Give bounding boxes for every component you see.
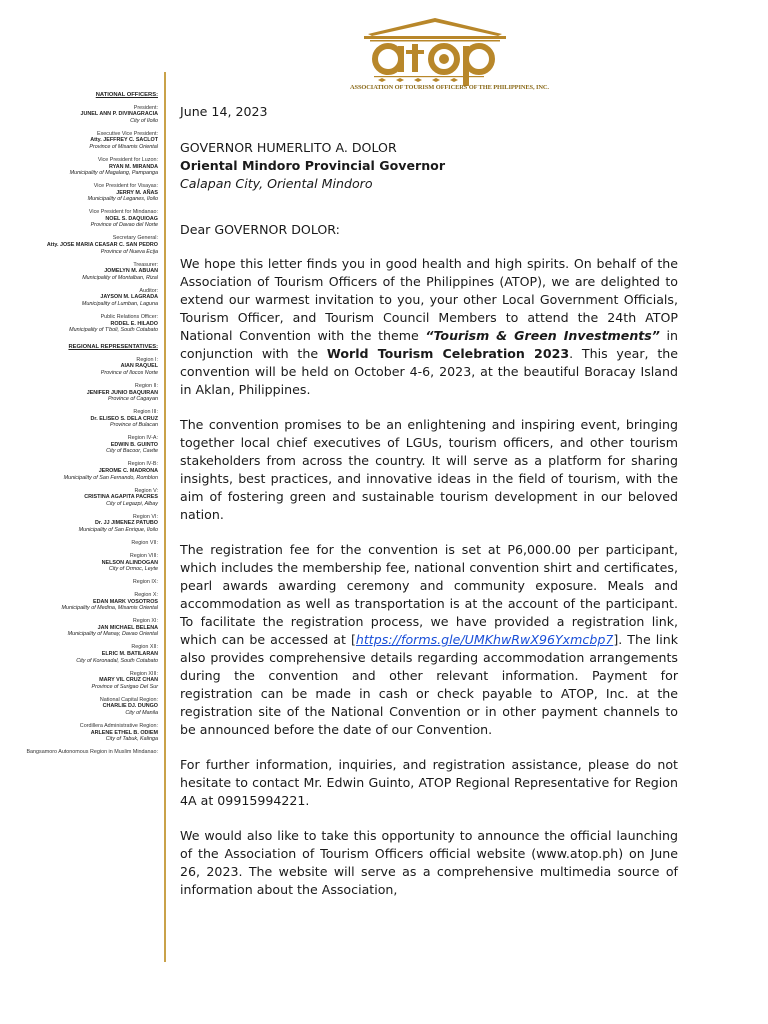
officer-entry: [0, 671, 158, 691]
officer-name: CRISTINA AGAPITA PACRES: [84, 494, 158, 501]
officer-entry: [0, 357, 158, 377]
officer-entry: [0, 723, 158, 743]
officer-name: RYAN M. MIRANDA: [108, 163, 158, 170]
p3-text-a: The registration fee for the convention is set at P6,000.00 per participant, which includes the membership fee, national convention shirt and certificates, pearl awards awarding ceremony and community exposure. Meals and accommodation as well as transportation is at the account of the participant. To facilitate the registration process, we have provided a registration link, which can be accessed at [: [180, 542, 678, 647]
officers-sidebar: [0, 92, 158, 762]
officer-place: Municipality of Leganes, Iloilo: [87, 196, 158, 203]
regional-representatives-heading: REGIONAL REPRESENTATIVES:: [68, 344, 158, 351]
p1-text-c: . This year, the convention will be held on October 4-6, 2023, at the beautiful Boracay Island in Aklan, Philippines.: [180, 346, 678, 397]
officer-entry: [0, 514, 158, 534]
officer-name: NOEL S. DAQUIOAG: [105, 215, 158, 222]
officer-name: JUNEL ANN P. DIVINAGRACIA: [80, 111, 158, 118]
officer-name: ELRIC M. BATILARAN: [101, 651, 158, 658]
officer-role: Region IX:: [132, 579, 158, 586]
officer-role: Vice President for Mindanao:: [88, 209, 158, 216]
officer-name: Atty. JOSE MARIA CEASAR C. SAN PEDRO: [46, 242, 158, 249]
officer-place: Municipality of Magalang, Pampanga: [69, 170, 158, 177]
officer-name: JERRY M. AÑAS: [116, 189, 158, 196]
officer-name: EDWIN B. GUINTO: [110, 441, 158, 448]
officer-name: JOMELYN M. ABUAN: [104, 268, 158, 275]
officer-place: Province of Misamis Oriental: [89, 143, 158, 150]
officer-entry: [0, 553, 158, 573]
officer-role: Vice President for Luzon:: [97, 156, 158, 163]
officer-role: Region XIII:: [129, 670, 158, 677]
officer-role: Region V:: [134, 487, 158, 494]
officer-entry: [0, 540, 158, 547]
officer-name: Atty. JEFFREY C. SACLOT: [90, 137, 158, 144]
officer-place: Province of Surigao Del Sur: [91, 683, 158, 690]
officer-role: Auditor:: [139, 287, 158, 294]
p3-text-b: ]. The link also provides comprehensive details regarding accommodation arrangements during the convention and other relevant information. Payment for registration can be made in cash or check payable to ATOP, Inc. at the registration site of the National Convention or in other payment channels to be announced before the date of our Convention.: [180, 632, 678, 737]
officer-place: Province of Bulacan: [110, 422, 158, 429]
officer-place: City of Tabuk, Kalinga: [105, 736, 158, 743]
officer-entry: [0, 592, 158, 612]
officer-role: Cordillera Administrative Region:: [79, 722, 158, 729]
officer-entry: [0, 157, 158, 177]
officer-name: ARLENE ETHEL B. ODIEM: [90, 729, 158, 736]
officer-role: Region X:: [134, 592, 158, 599]
officer-role: Executive Vice President:: [96, 130, 158, 137]
national-officers-heading: NATIONAL OFFICERS:: [95, 92, 158, 98]
recipient-name: GOVERNOR HUMERLITO A. DOLOR: [180, 140, 397, 155]
officer-place: Province of Cagayan: [107, 396, 158, 403]
officer-name: Dr. JJ JIMENEZ PATUBO: [94, 520, 158, 527]
officer-role: Secretary General:: [112, 235, 158, 242]
letter-date: June 14, 2023: [180, 104, 268, 119]
officer-name: JEROME C. MADRONA: [98, 468, 158, 475]
recipient-title: Oriental Mindoro Provincial Governor: [180, 158, 446, 173]
convention-theme: “Tourism & Green Investments”: [425, 328, 660, 343]
officer-place: Municipality of San Fernando, Romblon: [63, 474, 158, 481]
officer-name: JAN MICHAEL BELENA: [97, 624, 158, 631]
officer-role: President:: [133, 104, 158, 111]
officer-entry: [0, 579, 158, 586]
event-name: World Tourism Celebration 2023: [326, 346, 570, 361]
officer-entry: [0, 105, 158, 125]
officer-role: Region XI:: [132, 618, 158, 625]
salutation-prefix: Dear: [180, 222, 215, 237]
logo-caption: ASSOCIATION OF TOURISM OFFICERS OF THE PHILIPPINES, INC.: [350, 84, 549, 91]
registration-link[interactable]: https://forms.gle/UMKhwRwX96Yxmcbp7: [355, 632, 614, 647]
paragraph-registration: [180, 541, 678, 739]
officer-name: MARY VIL CRUZ CHAN: [99, 677, 158, 684]
officer-entry: [0, 235, 158, 255]
officer-entry: [0, 644, 158, 664]
officer-entry: [0, 383, 158, 403]
officer-name: JAYSON M. LAGRADA: [100, 294, 158, 301]
officer-role: Treasurer:: [133, 261, 158, 268]
recipient-location: Calapan City, Oriental Mindoro: [180, 176, 373, 191]
officer-place: City of Bacoor, Cavite: [106, 448, 158, 455]
paragraph-website: We would also like to take this opportunity to announce the official launching of the Association of Tourism Officers official website (www.atop.ph) on June 26, 2023. The website will serve as a comprehensive multimedia source of information about the Association,: [180, 828, 678, 897]
sidebar-divider: [164, 72, 166, 962]
officer-entry: [0, 262, 158, 282]
officer-place: City of Manila: [125, 709, 158, 716]
officer-role: Region VIII:: [129, 552, 158, 559]
officer-role: Vice President for Visayas:: [93, 183, 158, 190]
regional-representatives-list: [0, 357, 158, 756]
officer-place: Municipality of Medina, Misamis Oriental: [61, 605, 158, 612]
officer-place: Province of Nueva Ecija: [100, 248, 158, 255]
officer-place: Municipality of Lumban, Laguna: [81, 300, 158, 307]
officer-entry: [0, 183, 158, 203]
p1-text-b: in conjunction with the: [180, 328, 679, 361]
officer-role: Bangsamoro Autonomous Region in Muslim Mindanao:: [26, 749, 158, 756]
p1-text-a: We hope this letter finds you in good health and high spirits. On behalf of the Association of Tourism Officers of the Philippines (ATOP), we are delighted to extend our warmest invitation to you, your other Local Government Officials, Tourism Officer, and Tourism Council Members to attend the 24th ATOP National Convention with the theme: [180, 256, 678, 343]
officer-entry: [0, 409, 158, 429]
officer-entry: [0, 288, 158, 308]
officer-entry: [0, 697, 158, 717]
officer-place: Municipality of T'boli, South Cotabato: [69, 327, 158, 334]
officer-role: Region I:: [136, 356, 158, 363]
officer-entry: [0, 314, 158, 334]
officer-place: Municipality of Montalban, Rizal: [82, 274, 158, 281]
officer-role: Region IV-B:: [127, 461, 158, 468]
officer-role: Region XII:: [131, 644, 158, 651]
officer-place: City of Legazpi, Albay: [106, 500, 158, 507]
officer-place: Municipality of San Enrique, Iloilo: [78, 526, 158, 533]
officer-name: NELSON ALINDOGAN: [101, 559, 158, 566]
officer-name: EDAN MARK VOSOTROS: [93, 598, 158, 605]
officer-place: City of Koronadal, South Cotabato: [76, 657, 158, 664]
paragraph-invitation: [180, 255, 678, 399]
officer-entry: [0, 209, 158, 229]
officer-role: Region III:: [133, 409, 158, 416]
officer-place: City of Ormoc, Leyte: [108, 566, 158, 573]
officer-name: RODEL E. HILADO: [110, 320, 158, 327]
officer-entry: [0, 131, 158, 151]
officer-role: Public Relations Officer:: [100, 313, 158, 320]
letter-body: [180, 103, 678, 916]
paragraph-contact: For further information, inquiries, and registration assistance, please do not hesitate to contact Mr. Edwin Guinto, ATOP Regional Representative for Region 4A at 09915994221.: [180, 757, 678, 808]
officer-entry: [0, 488, 158, 508]
officer-place: Municipality of Manay, Davao Oriental: [67, 631, 158, 638]
officer-entry: [0, 461, 158, 481]
salutation-name: GOVERNOR DOLOR:: [214, 222, 340, 237]
officer-role: Region IV-A:: [127, 435, 158, 442]
recipient-block: [180, 139, 678, 193]
national-officers-list: [0, 105, 158, 334]
officer-name: Dr. ELISEO S. DELA CRUZ: [90, 415, 158, 422]
officer-place: Province of Ilocos Norte: [100, 369, 158, 376]
salutation: [180, 221, 678, 239]
officer-entry: [0, 435, 158, 455]
officer-place: Province of Davao del Norte: [90, 222, 158, 229]
officer-name: AIAN RAQUEL: [120, 363, 158, 370]
officer-entry: [0, 618, 158, 638]
officer-role: Region VII:: [131, 539, 158, 546]
officer-role: Region II:: [134, 382, 158, 389]
officer-name: CHARLIE DJ. DUNGO: [102, 703, 158, 710]
officer-entry: [0, 749, 158, 756]
officer-name: JENIFER JUNIO BAQUIRAN: [86, 389, 158, 396]
paragraph-convention: The convention promises to be an enlightening and inspiring event, bringing together local chief executives of LGUs, tourism officers, and other tourism stakeholders from across the country. It will serve as a platform for sharing insights, best practices, and innovative ideas in the field of tourism, with the aim of fostering green and sustainable tourism development in our beloved nation.: [180, 417, 678, 522]
officer-role: Region VI:: [132, 513, 158, 520]
officer-place: City of Iloilo: [130, 117, 158, 124]
officer-role: National Capital Region:: [99, 696, 158, 703]
